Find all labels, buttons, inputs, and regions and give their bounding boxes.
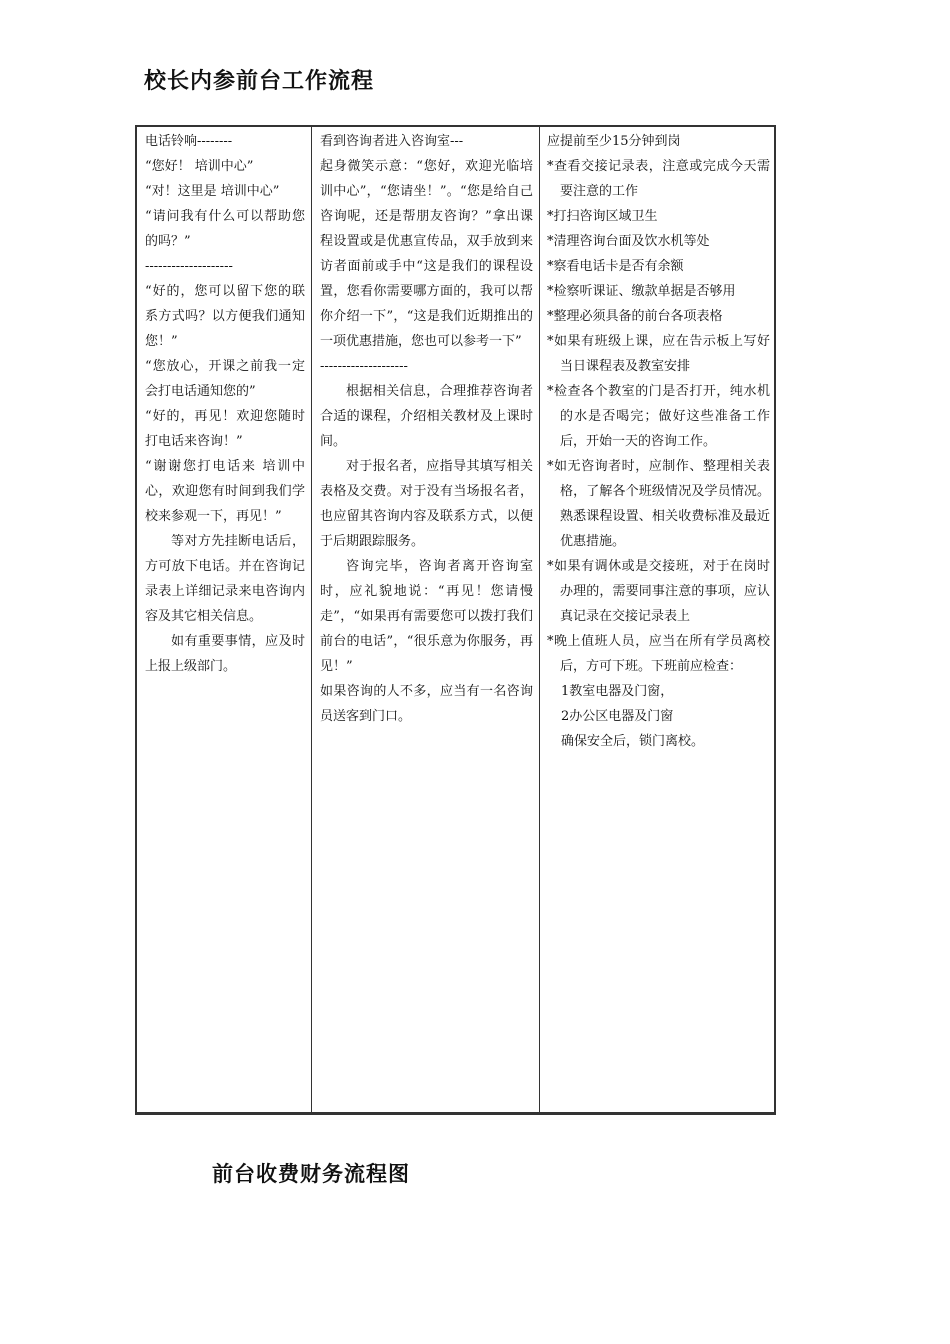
phone-paragraph: 如有重要事情，应及时上报上级部门。 [145,634,305,674]
phone-line: “好的，再见！欢迎您随时打电话来咨询！” [145,409,305,449]
section-title: 前台收费财务流程图 [212,1162,410,1186]
phone-line: “谢谢您打电话来 培训中心，欢迎您有时间到我们学校来参观一下，再见！” [145,459,305,524]
duty-item: *检查各个教室的门是否打开，纯水机的水是否喝完；做好这些准备工作后，开始一天的咨询工作。 [547,384,770,449]
duty-item: *查看交接记录表，注意或完成今天需要注意的工作 [547,159,770,199]
phone-line: “您好！ 培训中心” [145,159,254,174]
visit-column-heading: 看到咨询者进入咨询室--- [320,134,464,149]
phone-line: “请问我有什么可以帮助您的吗？” [145,209,305,249]
visit-line: 如果咨询的人不多，应当有一名咨询员送客到门口。 [320,684,533,724]
duty-item: *如无咨询者时，应制作、整理相关表格，了解各个班级情况及学员情况。熟悉课程设置、相关收费标准及最近优惠措施。 [547,459,770,549]
duty-item: *晚上值班人员，应当在所有学员离校后，方可下班。下班前应检查： [547,634,770,674]
phone-divider: -------------------- [145,259,233,274]
visit-paragraph: 对于报名者，应指导其填写相关表格及交费。对于没有当场报名者，也应留其咨询内容及联系方式，以便于后期跟踪服务。 [320,459,533,549]
phone-line: “您放心，开课之前我一定会打电话通知您的” [145,359,305,399]
duty-item: *如果有调休或是交接班，对于在岗时办理的，需要同事注意的事项，应认真记录在交接记录表上 [547,559,770,624]
workflow-table [135,125,776,1115]
visit-divider: -------------------- [320,359,408,374]
duty-item: *如果有班级上课，应在告示板上写好当日课程表及教室安排 [547,334,770,374]
page-title: 校长内参前台工作流程 [144,69,375,94]
phone-column [137,127,312,1112]
duty-item: *察看电话卡是否有余额 [547,259,684,274]
duty-column-heading: 应提前至少15分钟到岗 [547,134,681,149]
duty-subitem: 2办公区电器及门窗 [561,709,674,724]
duty-item: *整理必须具备的前台各项表格 [547,309,723,324]
duty-subitem: 确保安全后，锁门离校。 [561,734,705,749]
visit-paragraph: 根据相关信息，合理推荐咨询者合适的课程，介绍相关教材及上课时间。 [320,384,533,449]
duty-item: *打扫咨询区域卫生 [547,209,658,224]
visit-column [312,127,540,1112]
visit-paragraph: 咨询完毕，咨询者离开咨询室时，应礼貌地说：“再见！您请慢走”，“如果再有需要您可以拨打我们前台的电话”，“很乐意为你服务，再见！” [320,559,533,674]
phone-column-heading: 电话铃响-------- [145,134,233,149]
visit-line: 起身微笑示意：“您好，欢迎光临培训中心”，“您请坐！”。“您是给自己咨询呢，还是帮朋友咨询？”拿出课程设置或是优惠宣传品，双手放到来访者面前或手中“这是我们的课程设置，您看你需要哪方面的，我可以帮你介绍一下”，“这是我们近期推出的一项优惠措施，您也可以参考一下” [320,159,533,349]
duty-item: *检察听课证、缴款单据是否够用 [547,284,736,299]
phone-line: “好的，您可以留下您的联系方式吗？以方便我们通知您！” [145,284,305,349]
duty-item: *清理咨询台面及饮水机等处 [547,234,710,249]
phone-line: “对！这里是 培训中心” [145,184,280,199]
duty-column [540,127,774,1112]
duty-subitem: 1教室电器及门窗， [561,684,674,699]
phone-paragraph: 等对方先挂断电话后，方可放下电话。并在咨询记录表上详细记录来电咨询内容及其它相关信息。 [145,534,305,624]
